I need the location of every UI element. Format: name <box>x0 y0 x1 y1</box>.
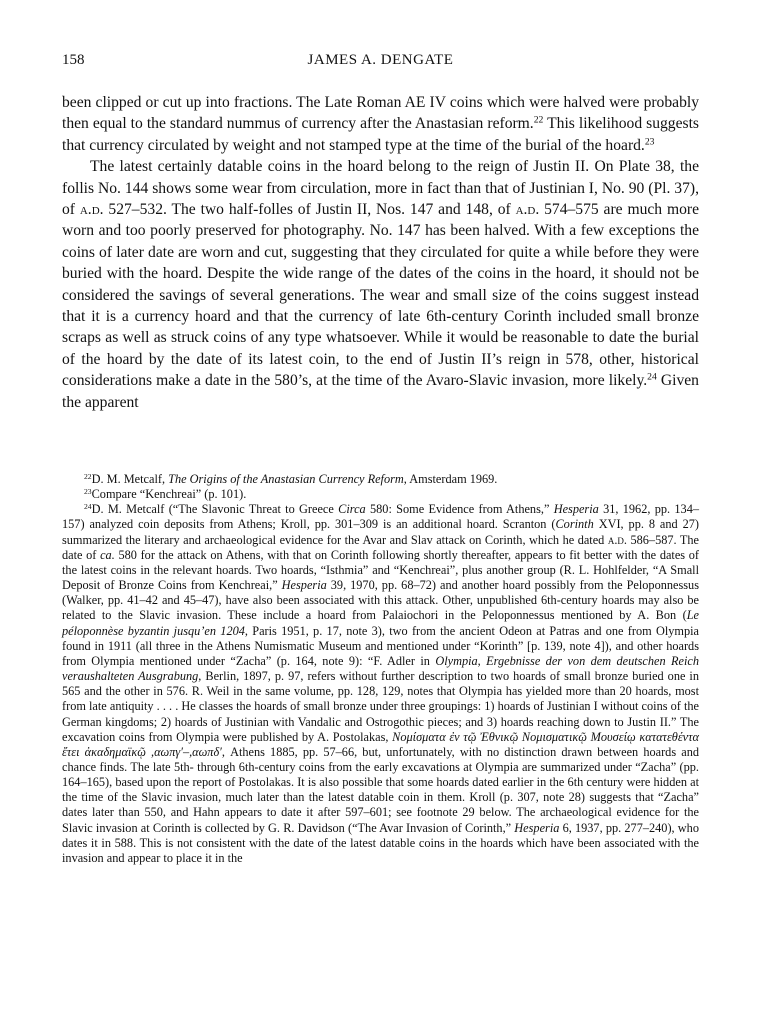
greek-title: Νομίσματα ἐν τῷ Ἐθνικῷ Νομισματικῷ Μουσείῳ κατατεθέντα ἔτει ἀκαδημαϊκῷ ,αωπγ′–,αωπδ′ <box>62 729 699 759</box>
era-abbrev: a.d. <box>79 201 104 219</box>
footnote-number: 24 <box>84 502 92 512</box>
footnote-number: 23 <box>84 486 92 496</box>
era-abbrev: a.d. <box>515 201 540 219</box>
footnote-text: 6, 1937, pp. 277–240), who dates it in 588. This is not consistent with the date of the latest datable coins in the hoards which have been associated with the invasion and appear to place it in the <box>62 820 699 865</box>
era-abbrev: a.d. <box>607 532 627 547</box>
paragraph-2 <box>62 156 699 413</box>
journal-title: Hesperia <box>514 820 560 835</box>
footnote-text: , Athens 1885, pp. 57–66, but, unfortunately, with no distinction drawn between hoards and chance finds. The late 5th- through 6th-century coins from the early excavations at Olympia are summarized under “Zacha” (pp. 164–165), based upon the report of Postolakas. It is also possible that some hoards dated earlier in the 6th century were hidden at the time of the Slavic invasion, much later than the latest datable coin in them. Kroll (p. 307, note 28) suggests that “Zacha” dates later than 550, and Hahn appears to date it after 597–601; see footnote 29 below. The archaeological evidence for the Slavic invasion at Corinth is collected by G. R. Davidson (“The Avar Invasion of Corinth,” <box>62 744 700 835</box>
paragraph-text: 574–575 are much more worn and too poorly preserved for photography. No. 147 has been halved. With a few exceptions the coins of later date are worn and cut, suggesting that they circulated for quite a while before they were buried with the hoard. Despite the wide range of the dates of the coins in the hoard, it should not be considered the savings of several generations. The wear and small size of the coins suggest instead that it is a currency hoard and that the currency of late 6th-century Corinth included small bronze scraps as well as struck coins of any type whatsoever. While it would be reasonable to date the burial of the hoard by the date of its latest coin, to the end of Justin II’s reign in 578, other, historical considerations make a date in the 580’s, at the time of the Avaro-Slavic invasion, more likely. <box>62 201 699 390</box>
paragraph-text: This likelihood suggests that currency circulated by weight and not stamped type at the time of the burial of the hoard. <box>62 115 699 154</box>
book-title: Le péloponnèse byzantin jusqu’en 1204 <box>62 608 699 638</box>
footnote-text: 586–587. The date of <box>62 532 699 562</box>
journal-title: Hesperia <box>553 502 599 517</box>
footnote-text: 580: Some Evidence from Athens,” <box>365 502 554 517</box>
footnote-text: , Amsterdam 1969. <box>403 472 498 486</box>
footnote-text: , Paris 1951, p. 17, note 3), two from the ancient Odeon at Patras and one from Olympia found in 1911 (all three in the Athens Numismatic Museum and mentioned under “Korinth” [p. 139, note 4]), and other hoards from Olympia mentioned under “Zacha” (p. 164, note 9): “F. Adler in <box>62 623 699 668</box>
body-text <box>62 92 699 413</box>
footnote-number: 22 <box>84 471 92 481</box>
footnote-ref-22: 22 <box>533 115 544 127</box>
footnote-text: , Berlin, 1897, p. 97, refers without further description to two hoards of small bronze buried one in 565 and the other in 576. R. Weil in the same volume, pp. 128, 129, notes that Olympia has yielded more than 20 hoards, most from late antiquity . . . . He classes the hoards of small bronze under three groupings: 1) hoards of Justinian I without coins of the German kingdoms; 2) hoards of Justinian with Vandalic and Ostrogothic pieces; and 3) hoards reaching down to Justin II.” The excavation coins from Olympia were published by A. Postolakas, <box>62 669 699 744</box>
footnote-text: XVI, pp. 8 and 27) summarized the literary and archaeological evidence for the Avar and Slav attack on Corinth, which he dated <box>62 517 699 547</box>
italic-term: ca. <box>100 547 115 562</box>
paragraph-text: Given the apparent <box>62 372 699 411</box>
page-number: 158 <box>62 52 85 68</box>
footnote-text: Compare “Kenchreai” (p. 101). <box>91 487 247 502</box>
book-title: The Origins of the Anastasian Currency Reform <box>168 472 404 486</box>
paragraph-text: 527–532. The two half-folles of Justin II, Nos. 147 and 148, of <box>103 201 516 219</box>
footnote-22 <box>62 472 699 487</box>
footnote-text: D. M. Metcalf (“The Slavonic Threat to Greece <box>91 502 339 517</box>
paragraph-text: The latest certainly datable coins in the hoard belong to the reign of Justin II. On Plate 38, the follis No. 144 shows some wear from circulation, more in fact than that of Justinian I, No. 90 (Pl. 37), of <box>62 158 699 219</box>
paragraph-1 <box>62 92 699 156</box>
series-title: Corinth <box>555 517 594 532</box>
footnote-text: 39, 1970, pp. 68–72) and another hoard possibly from the Peloponnessus (Walker, pp. 41–42 and 45–47), have also been associated with this attack. Other, unpublished 6th-century hoards may also be related to the Slavic invasion. These include a hoard from Palaiochori in the Peloponnessus mentioned by A. Bon ( <box>62 578 699 623</box>
footnote-24 <box>62 502 699 866</box>
journal-title: Hesperia <box>281 578 327 593</box>
page-header <box>62 52 699 74</box>
footnote-ref-23: 23 <box>644 136 655 148</box>
running-head: JAMES A. DENGATE <box>307 52 454 68</box>
footnote-23 <box>62 487 699 502</box>
footnote-text: 31, 1962, pp. 134–157) analyzed coin deposits from Athens; Kroll, pp. 301–309 is an additional hoard. Scranton ( <box>62 502 699 532</box>
italic-term: Circa <box>338 502 366 517</box>
footnotes <box>62 472 699 866</box>
footnote-text: 580 for the attack on Athens, with that on Corinth following shortly thereafter, appears to fit better with the dates of the latest coins in the relevant hoards. Two hoards, “Isthmia” and “Kenchreai”, plus another group (R. L. Hohlfelder, “A Small Deposit of Bronze Coins from Kenchreai,” <box>62 547 700 593</box>
footnote-ref-24: 24 <box>647 371 657 383</box>
footnote-text: D. M. Metcalf, <box>91 472 169 486</box>
book-title: Olympia, Ergebnisse der von dem deutschen Reich veraushalteten Ausgrabung <box>62 653 700 684</box>
paragraph-text: been clipped or cut up into fractions. The Late Roman AE IV coins which were halved were probably then equal to the standard nummus of currency after the Anastasian reform. <box>62 94 699 133</box>
